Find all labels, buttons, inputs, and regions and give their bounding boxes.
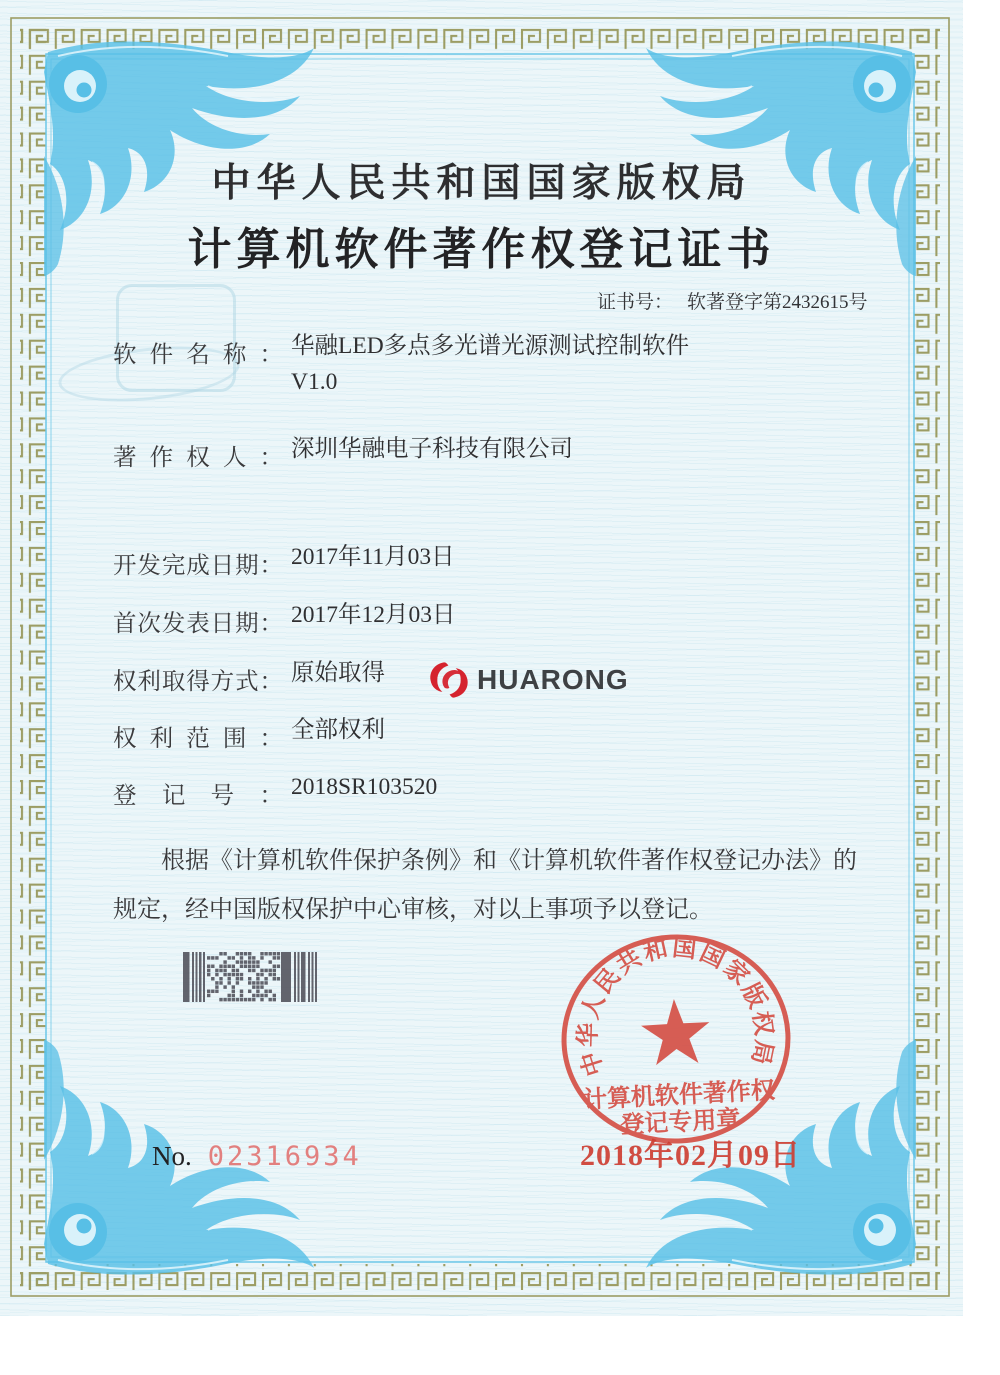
serial-number-label: No.: [152, 1141, 192, 1171]
software-name: 华融LED多点多光谱光源测试控制软件: [291, 333, 690, 359]
field-row-software-name: [113, 335, 689, 394]
huarong-logo: [426, 657, 629, 703]
field-label: 首次发表日期：: [113, 611, 283, 637]
field-value: 原始取得: [291, 660, 385, 686]
certificate-title: 计算机软件著作权登记证书: [187, 225, 776, 274]
pdf417-barcode: [183, 952, 325, 1002]
field-value: 2018SR103520: [291, 774, 438, 800]
field-label: 开发完成日期：: [113, 553, 283, 579]
field-value: 2017年12月03日: [291, 602, 456, 628]
field-label: 著作权人：: [113, 445, 283, 471]
huarong-swirl-icon: [426, 657, 472, 703]
barcode-bars: [183, 952, 317, 1002]
field-row-copyright-owner: [113, 438, 573, 472]
statement-line-2: 规定，经中国版权保护中心审核，对以上事项予以登记。: [113, 897, 713, 923]
field-row-rights-scope: [113, 719, 385, 753]
seal-ring-text: 中华人民共和国国家版权局: [575, 935, 777, 1079]
serial-number-value: 02316934: [207, 1141, 362, 1172]
field-label: 权利取得方式：: [113, 669, 283, 695]
field-value: 深圳华融电子科技有限公司: [291, 436, 573, 462]
statement-line-1: 根据《计算机软件保护条例》和《计算机软件著作权登记办法》的: [161, 848, 857, 874]
huarong-logo-text: HUARONG: [477, 664, 629, 695]
software-version: V1.0: [291, 368, 338, 395]
seal-inner-line-1: 计算机软件著作权: [582, 1077, 776, 1114]
certificate-number-label: 证书号：: [597, 292, 674, 313]
certificate-number-line: [597, 287, 868, 314]
field-label: 登记号：: [113, 783, 283, 809]
issuing-authority: 中华人民共和国国家版权局: [211, 162, 752, 205]
field-label: 权利范围：: [113, 726, 283, 752]
certificate-number-value: 软著登字第2432615号: [687, 292, 868, 313]
field-row-rights-acquisition: [113, 662, 385, 696]
field-row-dev-complete-date: [113, 546, 455, 580]
field-value: [291, 335, 689, 394]
field-row-registration-number: [113, 776, 437, 810]
field-row-first-publish-date: [113, 604, 456, 638]
field-value: 2017年11月03日: [291, 544, 455, 570]
serial-number-line: [152, 1141, 362, 1172]
seal-inner-line-2: 登记专用章: [619, 1106, 741, 1140]
seal-star-icon: [640, 997, 712, 1066]
seal-date: 2018年02月09日: [580, 1139, 801, 1172]
field-label: 软件名称：: [113, 342, 283, 368]
field-value: 全部权利: [291, 717, 385, 743]
